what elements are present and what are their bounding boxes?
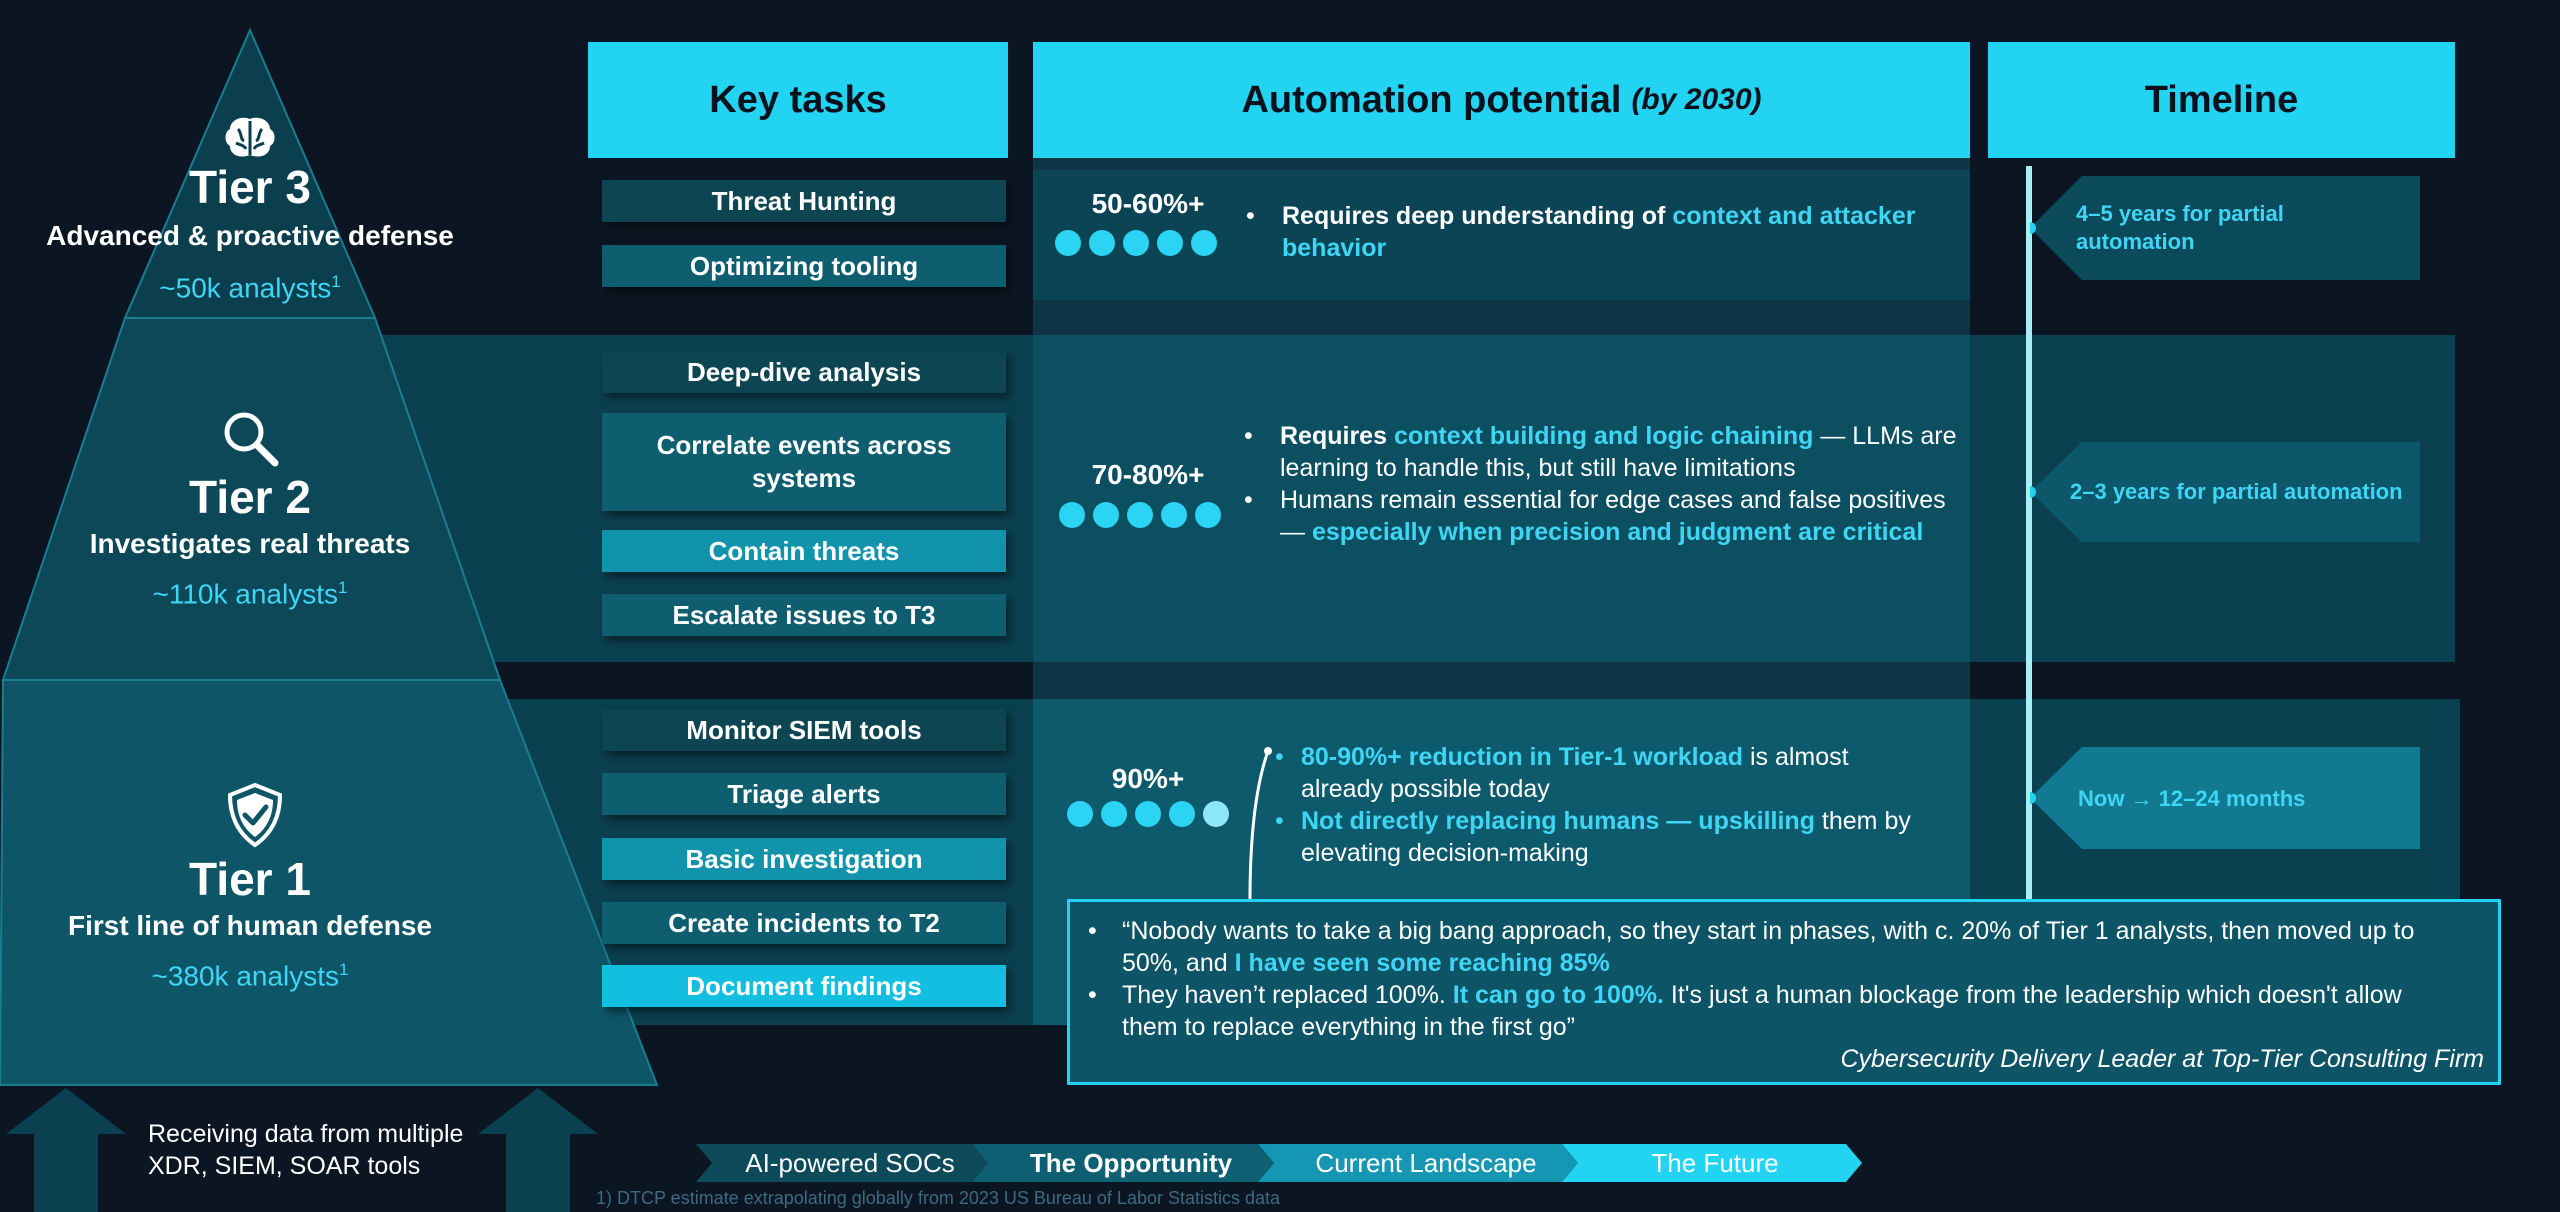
quote-bullet-1: • “Nobody wants to take a big bang approach, so they start in phases, with c. 20% of Tier 1 analysts, then moved up to 50%, and I have seen some reaching 85% xyxy=(1088,917,2415,977)
tier1-subtitle: First line of human defense xyxy=(67,910,433,941)
tier2-subtitle: Investigates real threats xyxy=(89,528,411,559)
task-create-incidents: Create incidents to T2 xyxy=(602,902,1006,944)
task-optimizing-tooling: Optimizing tooling xyxy=(602,245,1006,287)
tier2-bullet-2: • Humans remain essential for edge cases and false positives — especially when precision and judgment are critical xyxy=(1244,486,1946,546)
dot xyxy=(1157,230,1183,256)
nav-ai-powered-socs[interactable]: AI-powered SOCs xyxy=(745,1148,955,1178)
dot xyxy=(1123,230,1149,256)
tier1-count: ~380k analysts$^1$ xyxy=(151,960,349,992)
bracket-line xyxy=(1236,745,1276,905)
timeline-tag-tier2: 2–3 years for partial automation xyxy=(2070,479,2403,504)
dot xyxy=(1055,230,1081,256)
tier3-count: ~50k analysts$^1$ xyxy=(159,272,341,304)
nav-the-opportunity[interactable]: The Opportunity xyxy=(1029,1148,1233,1178)
tier2-dots xyxy=(1059,502,1221,528)
arrow-up-icon xyxy=(6,1088,126,1212)
dot xyxy=(1093,502,1119,528)
tier3-dots xyxy=(1055,230,1217,256)
task-deep-dive-analysis: Deep-dive analysis xyxy=(602,351,1006,393)
quote-bullet-2: • They haven’t replaced 100%. It can go to 100%. It's just a human blockage from the leadership which doesn't allow them to replace everything in the first go” xyxy=(1088,981,2402,1041)
timeline-header: Timeline xyxy=(1988,42,2455,158)
tier2-bullet-1: • Requires context building and logic chaining — LLMs are learning to handle this, but still have limitations xyxy=(1244,422,1957,482)
tier1-bullet-1: • 80-90%+ reduction in Tier-1 workload is almost already possible today xyxy=(1275,743,1849,803)
dot xyxy=(1203,801,1229,827)
data-input-label: Receiving data from multiple XDR, SIEM, SOAR tools xyxy=(148,1120,464,1180)
automation-header: Automation potential (by 2030) xyxy=(1033,42,1970,158)
task-monitor-siem: Monitor SIEM tools xyxy=(602,709,1006,751)
task-threat-hunting: Threat Hunting xyxy=(602,180,1006,222)
dot xyxy=(1191,230,1217,256)
timeline-tag-tier3: 4–5 years for partial automation xyxy=(2076,201,2284,254)
tier1-label xyxy=(20,852,480,994)
dot xyxy=(1067,801,1093,827)
shield-check-icon xyxy=(225,782,285,848)
tier2-count: ~110k analysts$^1$ xyxy=(152,578,348,610)
tier1-bullet-2: • Not directly replacing humans — upskilling them by elevating decision-making xyxy=(1275,807,1911,867)
task-escalate-issues: Escalate issues to T3 xyxy=(602,594,1006,636)
tier1-title: Tier 1 xyxy=(189,853,311,905)
task-basic-investigation: Basic investigation xyxy=(602,838,1006,880)
dot xyxy=(1059,502,1085,528)
expert-quote-box xyxy=(1067,899,2501,1085)
tier3-label xyxy=(20,160,480,306)
magnifier-icon xyxy=(220,408,280,468)
tier1-automation-percent: 90%+ xyxy=(1111,763,1185,794)
key-tasks-header: Key tasks xyxy=(588,42,1008,158)
dot xyxy=(1169,801,1195,827)
tier2-title: Tier 2 xyxy=(189,471,311,523)
task-document-findings: Document findings xyxy=(602,965,1006,1007)
tier3-automation-percent: 50-60%+ xyxy=(1091,188,1205,219)
dot xyxy=(1135,801,1161,827)
tier3-subtitle: Advanced & proactive defense xyxy=(46,220,454,251)
tier2-label xyxy=(20,470,480,612)
nav-the-future[interactable]: The Future xyxy=(1651,1148,1779,1178)
tier1-dots xyxy=(1067,801,1229,827)
tier3-bullet-1: • Requires deep understanding of context and attacker behavior xyxy=(1246,202,1916,262)
task-correlate-events: Correlate events across systems xyxy=(602,413,1006,511)
tier2-automation-percent: 70-80%+ xyxy=(1091,459,1205,490)
quote-attribution: Cybersecurity Delivery Leader at Top-Tier Consulting Firm xyxy=(1840,1045,2484,1073)
dot xyxy=(1161,502,1187,528)
dot xyxy=(1127,502,1153,528)
task-triage-alerts: Triage alerts xyxy=(602,773,1006,815)
dot xyxy=(1195,502,1221,528)
nav-current-landscape[interactable]: Current Landscape xyxy=(1315,1148,1537,1178)
arrow-up-icon xyxy=(478,1088,598,1212)
brain-icon xyxy=(222,115,278,161)
tier3-title: Tier 3 xyxy=(189,161,311,213)
dot xyxy=(1089,230,1115,256)
dot xyxy=(1101,801,1127,827)
footnote: 1) DTCP estimate extrapolating globally from 2023 US Bureau of Labor Statistics data xyxy=(596,1188,1281,1208)
timeline-tag-tier1: Now → 12–24 months xyxy=(2078,786,2306,811)
task-contain-threats: Contain threats xyxy=(602,530,1006,572)
